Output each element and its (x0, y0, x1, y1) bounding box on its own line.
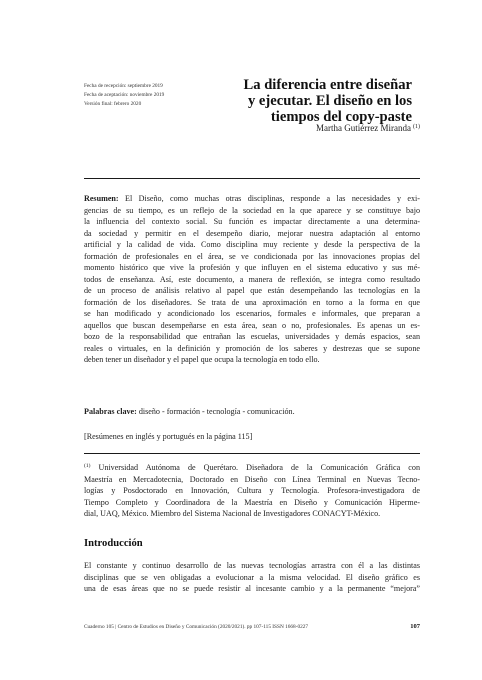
affiliation-ref: (1) (84, 463, 91, 469)
abstract-line: artificial y la calidad de vida. Como disciplina muy reciente y desde la perspectiva de la (84, 240, 420, 249)
divider (84, 453, 420, 454)
date-final-version: Versión final: febrero 2020 (84, 101, 142, 108)
abstract-label: Resumen: (84, 194, 119, 203)
intro-line: disciplinas que se ven obligadas a evolucionar a la misma velocidad. El diseño gráfico es (84, 572, 420, 582)
date-received: Fecha de recepción: septiembre 2019 (84, 83, 163, 89)
introduction-text (84, 560, 420, 595)
affiliation-line: logías y Posdoctorado en Innovación, Cultura y Tecnología. Profesora-investigadora de (84, 486, 420, 496)
abstract-line: reales o virtuales, en la definición y promoción de los saberes y destrezas que se supone (84, 343, 420, 353)
abstract (84, 193, 420, 366)
title-line: tiempos del copy-paste (270, 109, 412, 125)
intro-line: una de esas áreas que no se puede resistir al incesante cambio y a la permanente “mejora” (84, 584, 420, 593)
abstract-line: todos de enseñanza. Así, este documento, a manera de reflexión, se integra como resultado (84, 274, 420, 284)
article-title (182, 77, 412, 125)
abstract-line: da sociedad y permitir en el desempeño diario, mejorar nuestra adaptación al entorno (84, 228, 420, 238)
author-name: Martha Gutiérrez Miranda (316, 123, 411, 133)
abstract-line: formación de profesionales en el área, se ve condicionada por las innovaciones propias del (84, 251, 420, 261)
affiliation-line: Maestría en Mercadotecnia, Doctorado en Diseño con Línea Terminal en Nuevas Tecno- (84, 474, 420, 484)
abstract-line: bozo de la responsabilidad que entrañan las escuelas, universidades y demás espacios, sean (84, 332, 420, 341)
section-heading: Introducción (84, 538, 143, 549)
author-affiliation (84, 461, 420, 520)
abstract-line: momento histórico que vive la profesión y que influyen en el sistema educativo y sus mé- (84, 263, 420, 272)
keywords-line (84, 406, 420, 418)
abstract-line (84, 193, 420, 205)
author-footnote-ref: (1) (413, 124, 420, 130)
page-number: 107 (410, 623, 420, 630)
affiliation-first-line: Universidad Autónoma de Querétaro. Diseñadora de la Comunicación Gráfica con (90, 463, 420, 472)
affiliation-line (84, 461, 420, 474)
footer-citation: Cuaderno 105 | Centro de Estudios en Diseño y Comunicación (2020/2021). pp 107-115 ISSN 1668-0227 (84, 624, 309, 630)
affiliation-line: dial, UAQ, México. Miembro del Sistema Nacional de Investigadores CONACYT-México. (84, 509, 381, 519)
affiliation-line: Tiempo Completo y Coordinadora de la Maestría en Diseño y Comunicación Hiperme- (84, 497, 420, 507)
abstract-line: de un proceso de análisis relativo al papel que están desempeñando las tecnologías en la (84, 286, 420, 295)
title-line: y ejecutar. El diseño en los (247, 93, 412, 109)
abstract-line: se han modificado y acondicionado los escenarios, formales e informales, que preparan a (84, 309, 420, 318)
keywords-label: Palabras clave: (84, 407, 137, 416)
abstract-line: formación de los diseñadores. Se trata de una aproximación en torno a la forma en que (84, 297, 420, 307)
date-accepted: Fecha de aceptación: noviembre 2019 (84, 92, 165, 99)
intro-line: El constante y continuo desarrollo de las nuevas tecnologías arrastra con él a las distintas (84, 561, 420, 570)
abstract-line: gencias de su tiempo, es un reflejo de la sociedad en la que aparece y se constituye bajo (84, 205, 420, 215)
translation-note (84, 431, 420, 443)
keywords (84, 406, 420, 418)
abstract-first-line: El Diseño, como muchas otras disciplinas, responde a las necesidades y exi- (118, 194, 420, 203)
author-line (190, 122, 420, 134)
abstract-line: aquellos que buscan desempeñarse en esta área, sean o no, profesionales. Es apenas un es- (84, 320, 420, 330)
title-line: La diferencia entre diseñar (243, 77, 412, 93)
abstract-line: deben tener un diseñador y el papel que ocupa la tecnología en todo ello. (84, 355, 320, 364)
translation-note-text: [Resúmenes en inglés y portugués en la página 115] (84, 432, 253, 441)
divider (84, 178, 420, 179)
abstract-line: la influencia del contexto social. Su función es impactar directamente a una determina- (84, 217, 420, 226)
keywords-text: diseño - formación - tecnología - comunicación. (136, 407, 295, 416)
